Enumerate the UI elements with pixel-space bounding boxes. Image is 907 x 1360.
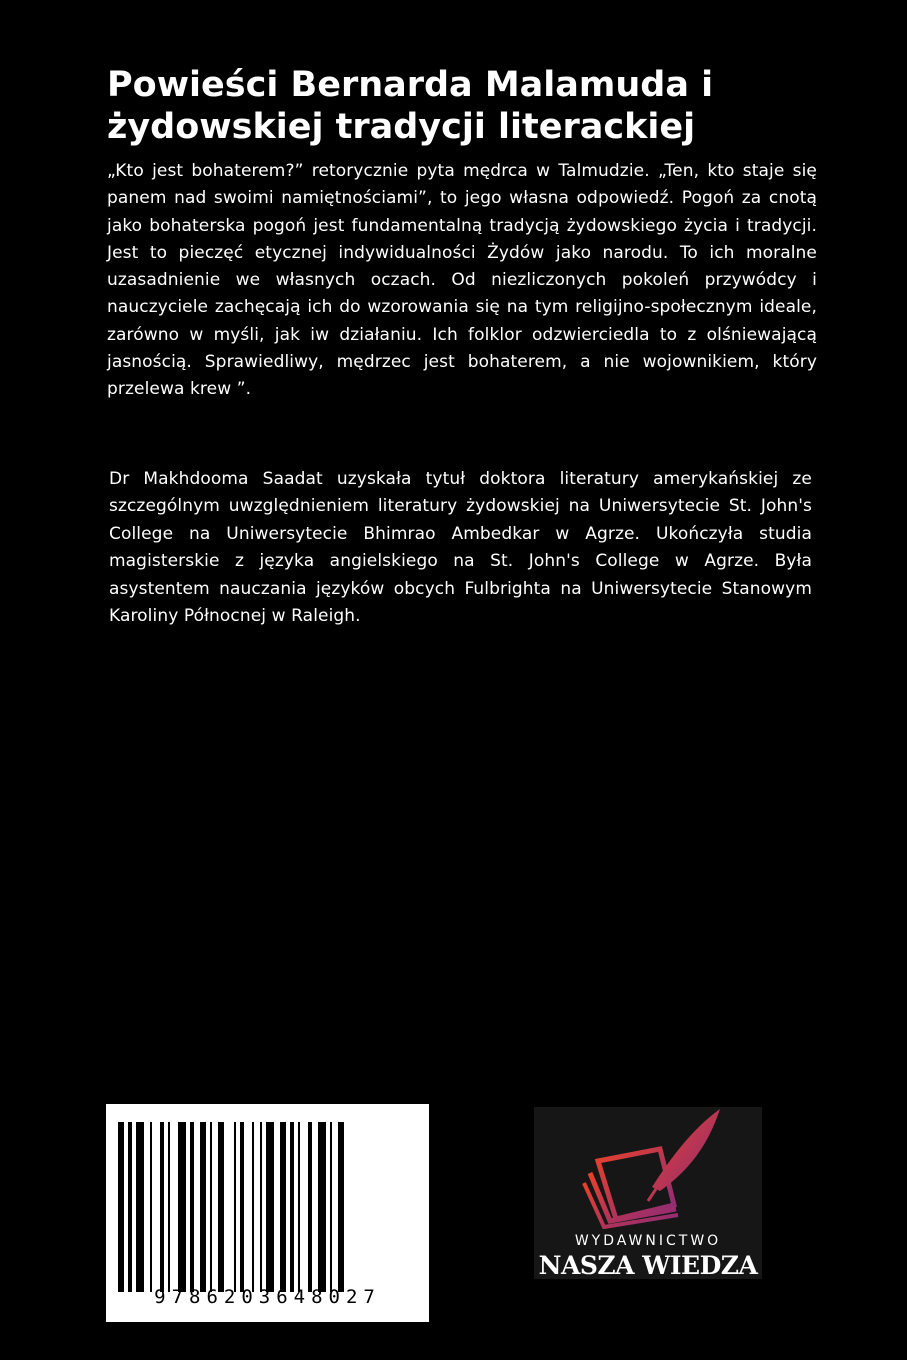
isbn-barcode: [106, 1104, 429, 1322]
barcode-bar: [136, 1122, 144, 1292]
barcode-bar: [330, 1122, 332, 1292]
barcode-bar: [190, 1122, 194, 1292]
barcode-bar: [160, 1122, 164, 1292]
barcode-bar: [168, 1122, 170, 1292]
barcode-bar: [308, 1122, 312, 1292]
barcode-bar: [318, 1122, 326, 1292]
book-title: Powieści Bernarda Malamuda i żydowskiej tradycji literackiej: [107, 65, 714, 147]
barcode-bar: [118, 1122, 124, 1292]
book-blurb: „Kto jest bohaterem?” retorycznie pyta mędrca w Talmudzie. „Ten, kto staje się panem nad swoimi namiętnościami”, to jego własna odpowiedź. Pogoń za cnotą jako bohaterska pogoń jest fundamentalną tradycją żydowskiego życia i tradycji. Jest to pieczęć etycznej indywidualności Żydów jako narodu. To ich moralne uzasadnienie we własnych oczach. Od niezliczonych pokoleń przywódcy i nauczyciele zachęcają ich do wzorowania się na tym religijno-społecznym ideale, zarówno w myśli, jak iw działaniu. Ich folklor odzwierciedla to z olśniewającą jasnością. Sprawiedliwy, mędrzec jest bohaterem, a nie wojownikiem, który przelewa krew ”.: [107, 161, 817, 400]
barcode-bar: [200, 1122, 206, 1292]
barcode-bar: [298, 1122, 300, 1292]
barcode-bar: [266, 1122, 274, 1292]
book-quill-icon: [582, 1109, 722, 1229]
barcode-bar: [234, 1122, 236, 1292]
isbn-number: 9786203648027: [154, 1286, 381, 1308]
barcode-bar: [252, 1122, 254, 1292]
publisher-name: NASZA WIEDZA: [538, 1251, 758, 1280]
publisher-logo: [534, 1107, 762, 1279]
publisher-label-top: WYDAWNICTWO: [574, 1233, 722, 1249]
barcode-bar: [150, 1122, 152, 1292]
author-bio: Dr Makhdooma Saadat uzyskała tytuł doktora literatury amerykańskiej ze szczególnym uwzględnieniem literatury żydowskiej na Uniwersytecie St. John's College na Uniwersytecie Bhimrao Ambedkar w Agrze. Ukończyła studia magisterskie z języka angielskiego na St. John's College w Agrze. Była asystentem nauczania języków obcych Fulbrighta na Uniwersytecie Stanowym Karoliny Północnej w Raleigh.: [109, 469, 812, 627]
barcode-bar: [128, 1122, 132, 1292]
barcode-bar: [218, 1122, 224, 1292]
barcode-bar: [210, 1122, 212, 1292]
barcode-bar: [260, 1122, 262, 1292]
barcode-bar: [178, 1122, 186, 1292]
barcode-bar: [280, 1122, 286, 1292]
barcode-bar: [338, 1122, 344, 1292]
barcode-bar: [290, 1122, 294, 1292]
barcode-bar: [240, 1122, 244, 1292]
